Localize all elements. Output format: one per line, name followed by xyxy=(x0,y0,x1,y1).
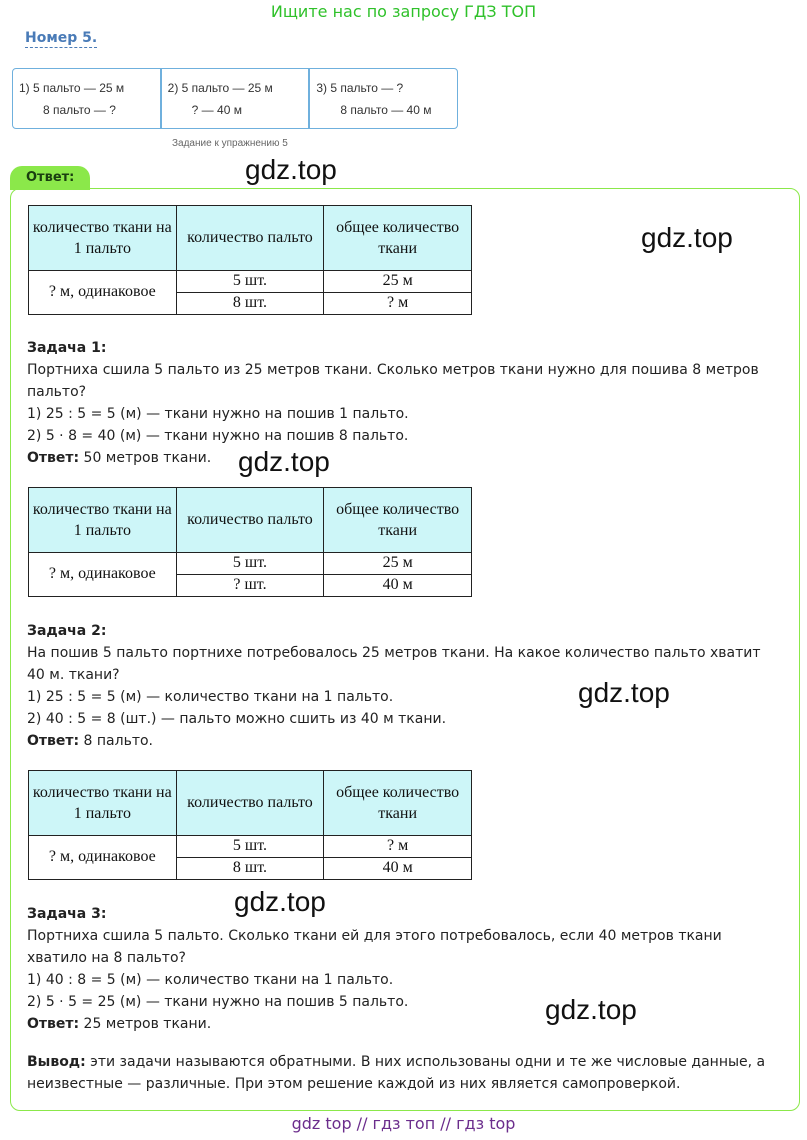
task-3-block xyxy=(27,903,777,1035)
task-answer xyxy=(27,730,777,752)
watermark: gdz.top xyxy=(238,446,330,477)
table-cell: ? м, одинаковое xyxy=(29,552,177,596)
table-cell: ? шт. xyxy=(176,574,324,596)
conclusion-block xyxy=(27,1051,777,1095)
task-statement-box xyxy=(12,68,458,129)
table-header-cell: количество ткани на 1 пальто xyxy=(29,488,177,553)
answer-label: Ответ: xyxy=(27,450,80,466)
task-answer xyxy=(27,1013,777,1035)
top-search-link[interactable]: Ищите нас по запросу ГДЗ ТОП xyxy=(270,2,537,21)
table-cell: 25 м xyxy=(324,270,472,292)
table-cell: 25 м xyxy=(324,552,472,574)
answer-value: 8 пальто. xyxy=(79,733,154,749)
answer-value: 50 метров ткани. xyxy=(79,450,212,466)
task-cell-line: ? — 40 м xyxy=(191,103,242,117)
table-cell: 40 м xyxy=(324,574,472,596)
solution-step: 1) 25 : 5 = 5 (м) — ткани нужно на пошив 1 пальто. xyxy=(27,406,409,422)
task-cell-line: 3) 5 пальто — ? xyxy=(316,81,404,95)
table-header-cell: количество ткани на 1 пальто xyxy=(29,771,177,836)
task-title: Задача 3: xyxy=(27,906,107,922)
task-cell-line: 1) 5 пальто — 25 м xyxy=(19,81,125,95)
table-cell: ? м xyxy=(324,835,472,857)
task-cell-line: 8 пальто — 40 м xyxy=(340,103,432,117)
solution-step: 2) 5 · 5 = 25 (м) — ткани нужно на пошив 5 пальто. xyxy=(27,994,409,1010)
table-header-cell: количество пальто xyxy=(176,488,324,553)
table-cell: 40 м xyxy=(324,857,472,879)
task-cell-line: 8 пальто — ? xyxy=(43,103,116,117)
conclusion-text: эти задачи называются обратными. В них использованы одни и те же числовые данные, а неизвестные — различные. При этом решение каждой из них является самопроверкой. xyxy=(27,1054,766,1092)
solution-step: 2) 5 · 8 = 40 (м) — ткани нужно на пошив 8 пальто. xyxy=(27,428,409,444)
task-1-block xyxy=(27,337,777,469)
answer-value: 25 метров ткани. xyxy=(79,1016,212,1032)
table-cell: 5 шт. xyxy=(176,552,324,574)
table-header-cell: количество ткани на 1 пальто xyxy=(29,206,177,271)
table-cell: ? м, одинаковое xyxy=(29,270,177,314)
task-text: На пошив 5 пальто портнихе потребовалось 25 метров ткани. На какое количество пальто хватит 40 м. ткани? xyxy=(27,645,761,683)
watermark: gdz.top xyxy=(245,154,337,185)
table-header-cell: общее количество ткани xyxy=(324,206,472,271)
table-header-cell: общее количество ткани xyxy=(324,488,472,553)
watermark: gdz.top xyxy=(641,222,733,253)
table-cell: 5 шт. xyxy=(176,835,324,857)
table-header-cell: количество пальто xyxy=(176,206,324,271)
task-caption: Задание к упражнению 5 xyxy=(172,138,288,149)
answer-label: Ответ: xyxy=(27,1016,80,1032)
conclusion-label: Вывод: xyxy=(27,1054,86,1070)
data-table-3 xyxy=(28,770,472,880)
answer-label: Ответ: xyxy=(27,733,80,749)
data-table-1 xyxy=(28,205,472,315)
task-text: Портниха сшила 5 пальто. Сколько ткани ей для этого потребовалось, если 40 метров ткани хватило на 8 пальто? xyxy=(27,928,722,966)
task-answer xyxy=(27,447,777,469)
section-title: Номер 5. xyxy=(25,30,98,46)
watermark: gdz.top xyxy=(545,994,637,1025)
footer-links[interactable]: gdz top // гдз топ // гдз top xyxy=(291,1114,516,1133)
table-cell: ? м, одинаковое xyxy=(29,835,177,879)
task-cell-1 xyxy=(13,69,162,128)
task-text: Портниха сшила 5 пальто из 25 метров ткани. Сколько метров ткани нужно для пошива 8 метров пальто? xyxy=(27,362,759,400)
table-cell: 5 шт. xyxy=(176,270,324,292)
task-cell-2 xyxy=(162,69,311,128)
solution-step: 1) 25 : 5 = 5 (м) — количество ткани на 1 пальто. xyxy=(27,689,394,705)
task-title: Задача 2: xyxy=(27,623,107,639)
task-title: Задача 1: xyxy=(27,340,107,356)
task-cell-line: 2) 5 пальто — 25 м xyxy=(167,81,273,95)
table-cell: 8 шт. xyxy=(176,292,324,314)
watermark: gdz.top xyxy=(234,886,326,917)
answer-tab: Ответ: xyxy=(10,166,90,190)
watermark: gdz.top xyxy=(578,677,670,708)
solution-step: 1) 40 : 8 = 5 (м) — количество ткани на 1 пальто. xyxy=(27,972,394,988)
table-cell: 8 шт. xyxy=(176,857,324,879)
data-table-2 xyxy=(28,487,472,597)
table-header-cell: общее количество ткани xyxy=(324,771,472,836)
solution-step: 2) 40 : 5 = 8 (шт.) — пальто можно сшить из 40 м ткани. xyxy=(27,711,447,727)
table-cell: ? м xyxy=(324,292,472,314)
task-cell-3 xyxy=(310,69,457,128)
table-header-cell: количество пальто xyxy=(176,771,324,836)
